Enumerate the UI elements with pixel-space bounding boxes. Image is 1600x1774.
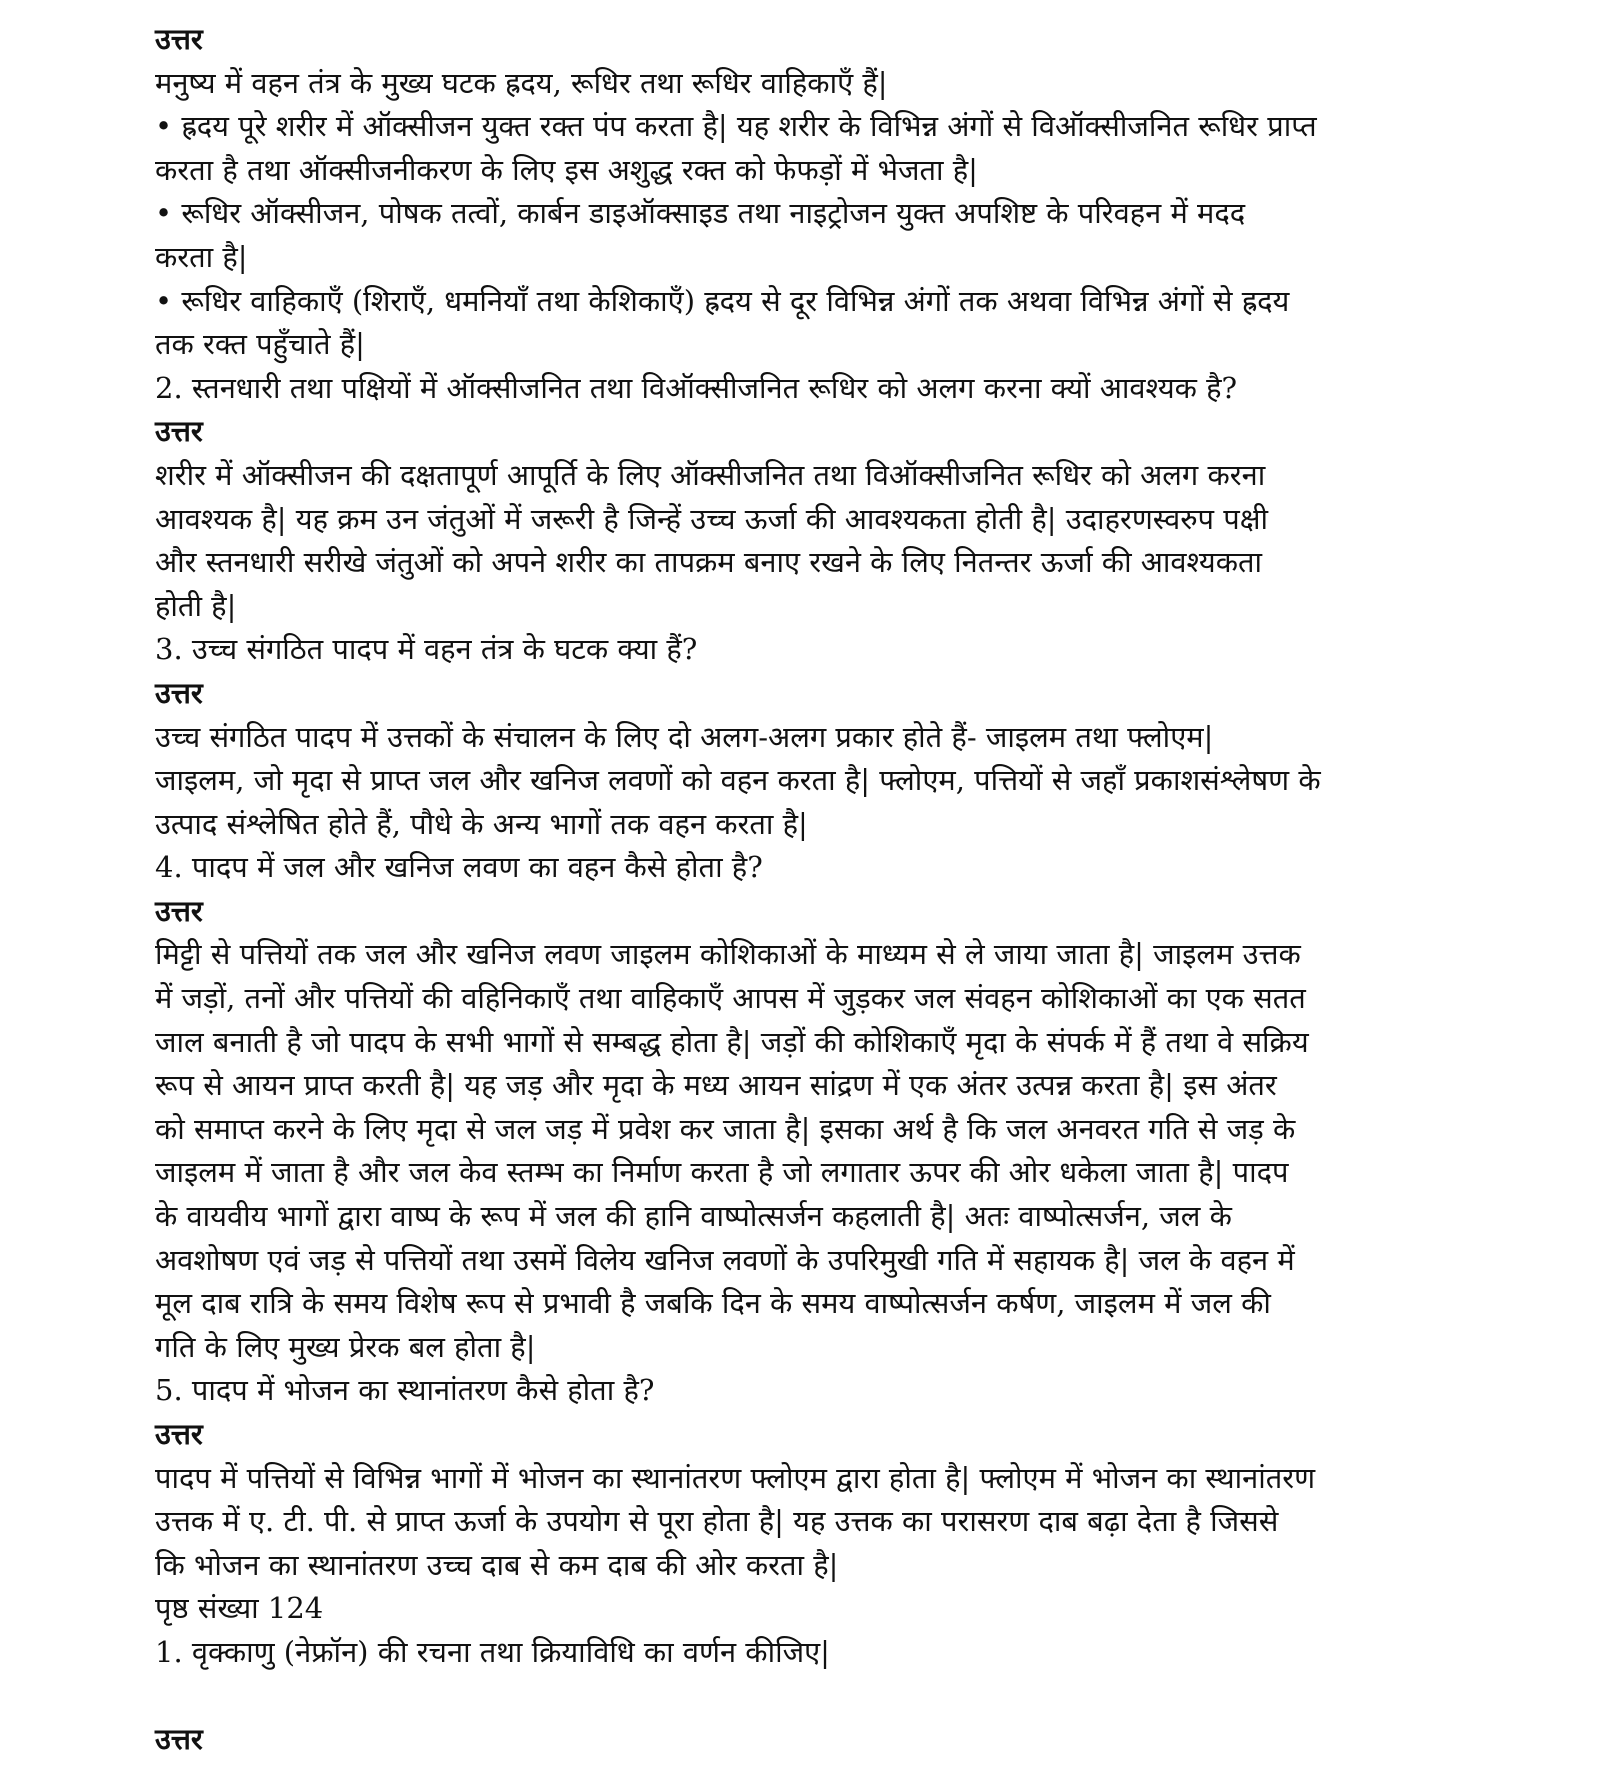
- text-line: उत्पाद संश्लेषित होते हैं, पौधे के अन्य भागों तक वहन करता है|: [155, 806, 808, 841]
- document-body: [155, 18, 1500, 1761]
- text-line: गति के लिए मुख्य प्रेरक बल होता है|: [155, 1329, 536, 1364]
- text-line: उत्तक में ए. टी. पी. से प्राप्त ऊर्जा के उपयोग से पूरा होता है| यह उत्तक का परासरण दाब बढ़ा देता है जिससे: [155, 1504, 1279, 1539]
- question-line: 3. उच्च संगठित पादप में वहन तंत्र के घटक क्या हैं?: [155, 632, 698, 667]
- answer-heading: उत्तर: [155, 675, 203, 710]
- text-line: को समाप्त करने के लिए मृदा से जल जड़ में प्रवेश कर जाता है| इसका अर्थ है कि जल अनवरत गति से जड़ के: [155, 1111, 1296, 1146]
- text-line: जाल बनाती है जो पादप के सभी भागों से सम्बद्ध होता है| जड़ों की कोशिकाएँ मृदा के संपर्क में हैं तथा वे सक्रिय: [155, 1024, 1309, 1059]
- page-number-line: पृष्ठ संख्या 124: [155, 1591, 324, 1626]
- text-line: • रूधिर वाहिकाएँ (शिराएँ, धमनियाँ तथा केशिकाएँ) ह्रदय से दूर विभिन्न अंगों तक अथवा विभिन्न अंगों से ह्रदय: [155, 283, 1290, 318]
- text-line: रूप से आयन प्राप्त करती है| यह जड़ और मृदा के मध्य आयन सांद्रण में एक अंतर उत्पन्न करता है| इस अंतर: [155, 1068, 1277, 1103]
- question-line: 2. स्तनधारी तथा पक्षियों में ऑक्सीजनित तथा विऑक्सीजनित रूधिर को अलग करना क्यों आवश्यक है?: [155, 370, 1238, 405]
- answer-heading: उत्तर: [155, 414, 203, 449]
- text-line: के वायवीय भागों द्वारा वाष्प के रूप में जल की हानि वाष्पोत्सर्जन कहलाती है| अतः वाष्पोत्सर्जन, जल के: [155, 1199, 1232, 1234]
- text-line: होती है|: [155, 588, 237, 623]
- text-line: उच्च संगठित पादप में उत्तकों के संचालन के लिए दो अलग-अलग प्रकार होते हैं- जाइलम तथा फ्लोएम|: [155, 719, 1214, 754]
- text-line: जाइलम, जो मृदा से प्राप्त जल और खनिज लवणों को वहन करता है| फ्लोएम, पत्तियों से जहाँ प्रकाशसंश्लेषण के: [155, 763, 1321, 798]
- text-line: जाइलम में जाता है और जल केव स्तम्भ का निर्माण करता है जो लगातार ऊपर की ओर धकेला जाता है| पादप: [155, 1155, 1289, 1190]
- text-line: तक रक्त पहुँचाते हैं|: [155, 327, 365, 362]
- text-line: और स्तनधारी सरीखे जंतुओं को अपने शरीर का तापक्रम बनाए रखने के लिए नितन्तर ऊर्जा की आवश्यकता: [155, 545, 1263, 580]
- text-line: कि भोजन का स्थानांतरण उच्च दाब से कम दाब की ओर करता है|: [155, 1547, 839, 1582]
- text-line: मनुष्य में वहन तंत्र के मुख्य घटक ह्रदय, रूधिर तथा रूधिर वाहिकाएँ हैं|: [155, 65, 888, 100]
- blank-line: [155, 1675, 1500, 1718]
- question-line: 4. पादप में जल और खनिज लवण का वहन कैसे होता है?: [155, 850, 763, 885]
- text-line: • रूधिर ऑक्सीजन, पोषक तत्वों, कार्बन डाइऑक्साइड तथा नाइट्रोजन युक्त अपशिष्ट के परिवहन में मदद: [155, 196, 1246, 231]
- question-line: 1. वृक्काणु (नेफ्रॉन) की रचना तथा क्रियाविधि का वर्णन कीजिए|: [155, 1634, 830, 1669]
- answer-heading: उत्तर: [155, 1721, 203, 1756]
- text-line: मूल दाब रात्रि के समय विशेष रूप से प्रभावी है जबकि दिन के समय वाष्पोत्सर्जन कर्षण, जाइलम में जल की: [155, 1286, 1271, 1321]
- text-line: शरीर में ऑक्सीजन की दक्षतापूर्ण आपूर्ति के लिए ऑक्सीजनित तथा विऑक्सीजनित रूधिर को अलग करना: [155, 457, 1266, 492]
- text-line: मिट्टी से पत्तियों तक जल और खनिज लवण जाइलम कोशिकाओं के माध्यम से ले जाया जाता है| जाइलम उत्तक: [155, 937, 1301, 972]
- text-line: पादप में पत्तियों से विभिन्न भागों में भोजन का स्थानांतरण फ्लोएम द्वारा होता है| फ्लोएम में भोजन का स्थानांतरण: [155, 1460, 1316, 1495]
- answer-heading: उत्तर: [155, 893, 203, 928]
- text-line: • ह्रदय पूरे शरीर में ऑक्सीजन युक्त रक्त पंप करता है| यह शरीर के विभिन्न अंगों से विऑक्सीजनित रूधिर प्राप्त: [155, 109, 1317, 144]
- text-line: करता है|: [155, 239, 248, 274]
- answer-heading: उत्तर: [155, 22, 203, 56]
- text-line: में जड़ों, तनों और पत्तियों की वहिनिकाएँ तथा वाहिकाएँ आपस में जुड़कर जल संवहन कोशिकाओं का एक सतत: [155, 981, 1306, 1016]
- text-line: आवश्यक है| यह क्रम उन जंतुओं में जरूरी है जिन्हें उच्च ऊर्जा की आवश्यकता होती है| उदाहरणस्वरुप पक्षी: [155, 501, 1269, 536]
- text-line: करता है तथा ऑक्सीजनीकरण के लिए इस अशुद्ध रक्त को फेफड़ों में भेजता है|: [155, 152, 978, 187]
- question-line: 5. पादप में भोजन का स्थानांतरण कैसे होता है?: [155, 1373, 655, 1408]
- text-line: अवशोषण एवं जड़ से पत्तियों तथा उसमें विलेय खनिज लवणों के उपरिमुखी गति में सहायक है| जल के वहन में: [155, 1242, 1295, 1277]
- answer-heading: उत्तर: [155, 1417, 203, 1451]
